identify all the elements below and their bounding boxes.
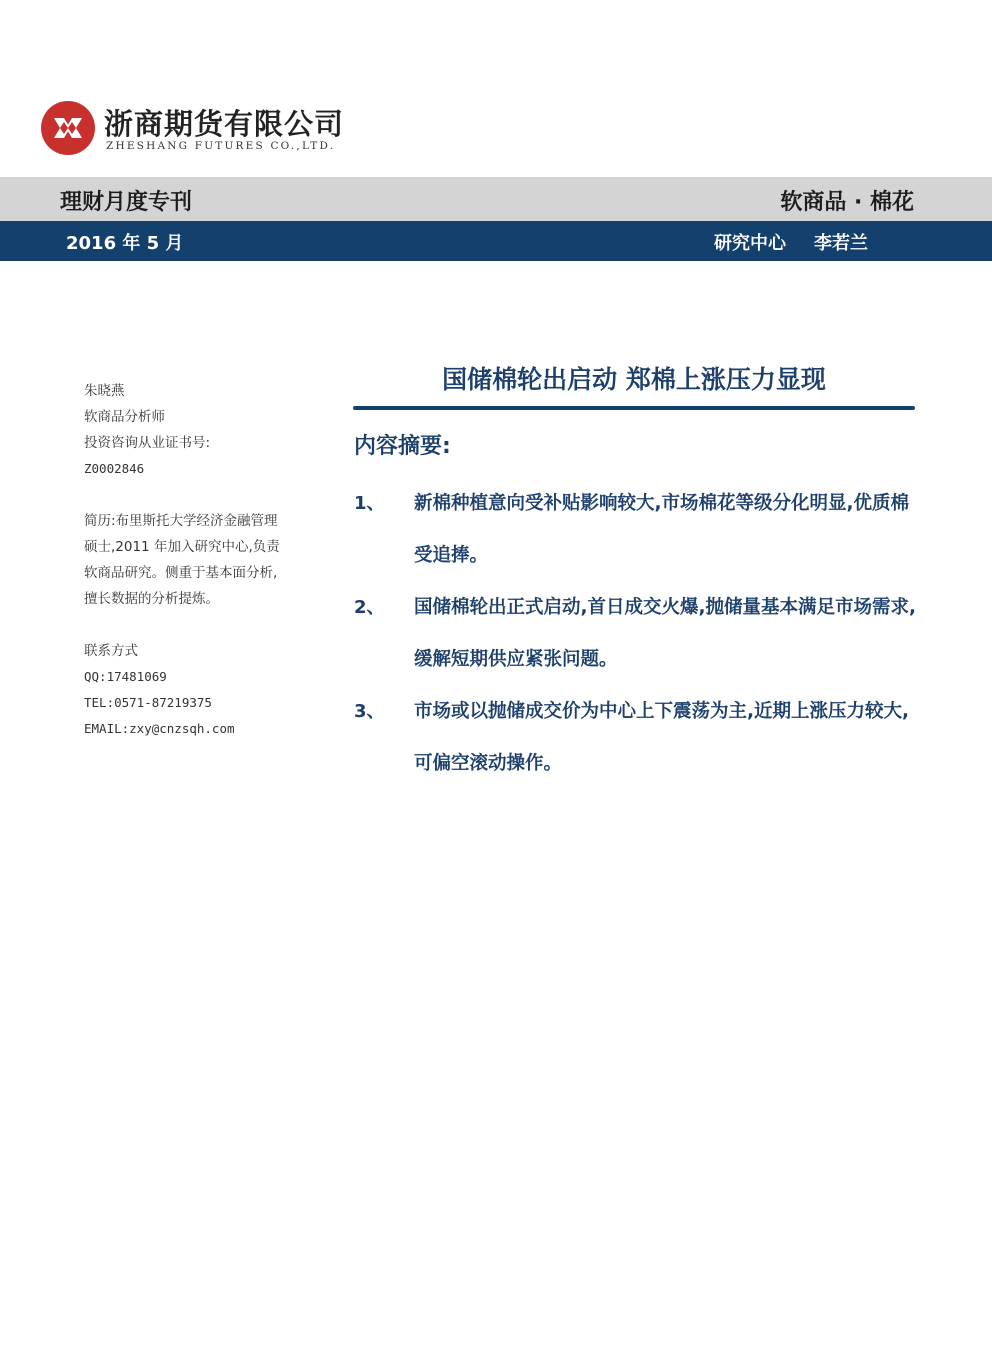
zheshang-logo-icon: [40, 100, 96, 156]
cert-number: Z0002846: [84, 461, 145, 476]
contact-qq: QQ:17481069: [84, 669, 167, 684]
title-divider: [353, 406, 915, 410]
analyst-name: 朱晓燕: [84, 383, 125, 399]
report-title: 国储棉轮出启动 郑棉上涨压力显现: [442, 365, 826, 394]
point-number: 3、: [354, 701, 385, 722]
report-date: 2016 年 5 月: [66, 233, 184, 254]
research-dept: 研究中心: [714, 233, 786, 254]
point-text: 新棉种植意向受补贴影响较大,市场棉花等级分化明显,优质棉受追捧。: [414, 493, 910, 566]
cert-label: 投资咨询从业证书号:: [84, 435, 211, 451]
point-text: 国储棉轮出正式启动,首日成交火爆,抛储量基本满足市场需求,缓解短期供应紧张问题。: [414, 597, 917, 670]
point-number: 1、: [354, 493, 385, 514]
analyst-sidebar: [84, 378, 284, 742]
report-category: 软商品 · 棉花: [780, 190, 914, 215]
company-name-en: ZHESHANG FUTURES CO.,LTD.: [106, 140, 336, 152]
analyst-bio: 简历:布里斯托大学经济金融管理硕士,2011 年加入研究中心,负责软商品研究。侧重于基本面分析,擅长数据的分析提炼。: [84, 513, 280, 607]
header-author: 李若兰: [814, 233, 868, 254]
point-text: 市场或以抛储成交价为中心上下震荡为主,近期上涨压力较大,可偏空滚动操作。: [414, 701, 910, 774]
company-logo: [40, 100, 345, 160]
summary-heading: 内容摘要:: [354, 434, 451, 459]
company-name-cn: 浙商期货有限公司: [104, 107, 345, 141]
contact-label: 联系方式: [84, 643, 138, 659]
point-number: 2、: [354, 597, 385, 618]
report-series: 理财月度专刊: [60, 190, 193, 215]
contact-tel: TEL:0571-87219375: [84, 695, 212, 710]
analyst-role: 软商品分析师: [84, 409, 165, 425]
contact-email[interactable]: EMAIL:zxy@cnzsqh.com: [84, 721, 235, 736]
